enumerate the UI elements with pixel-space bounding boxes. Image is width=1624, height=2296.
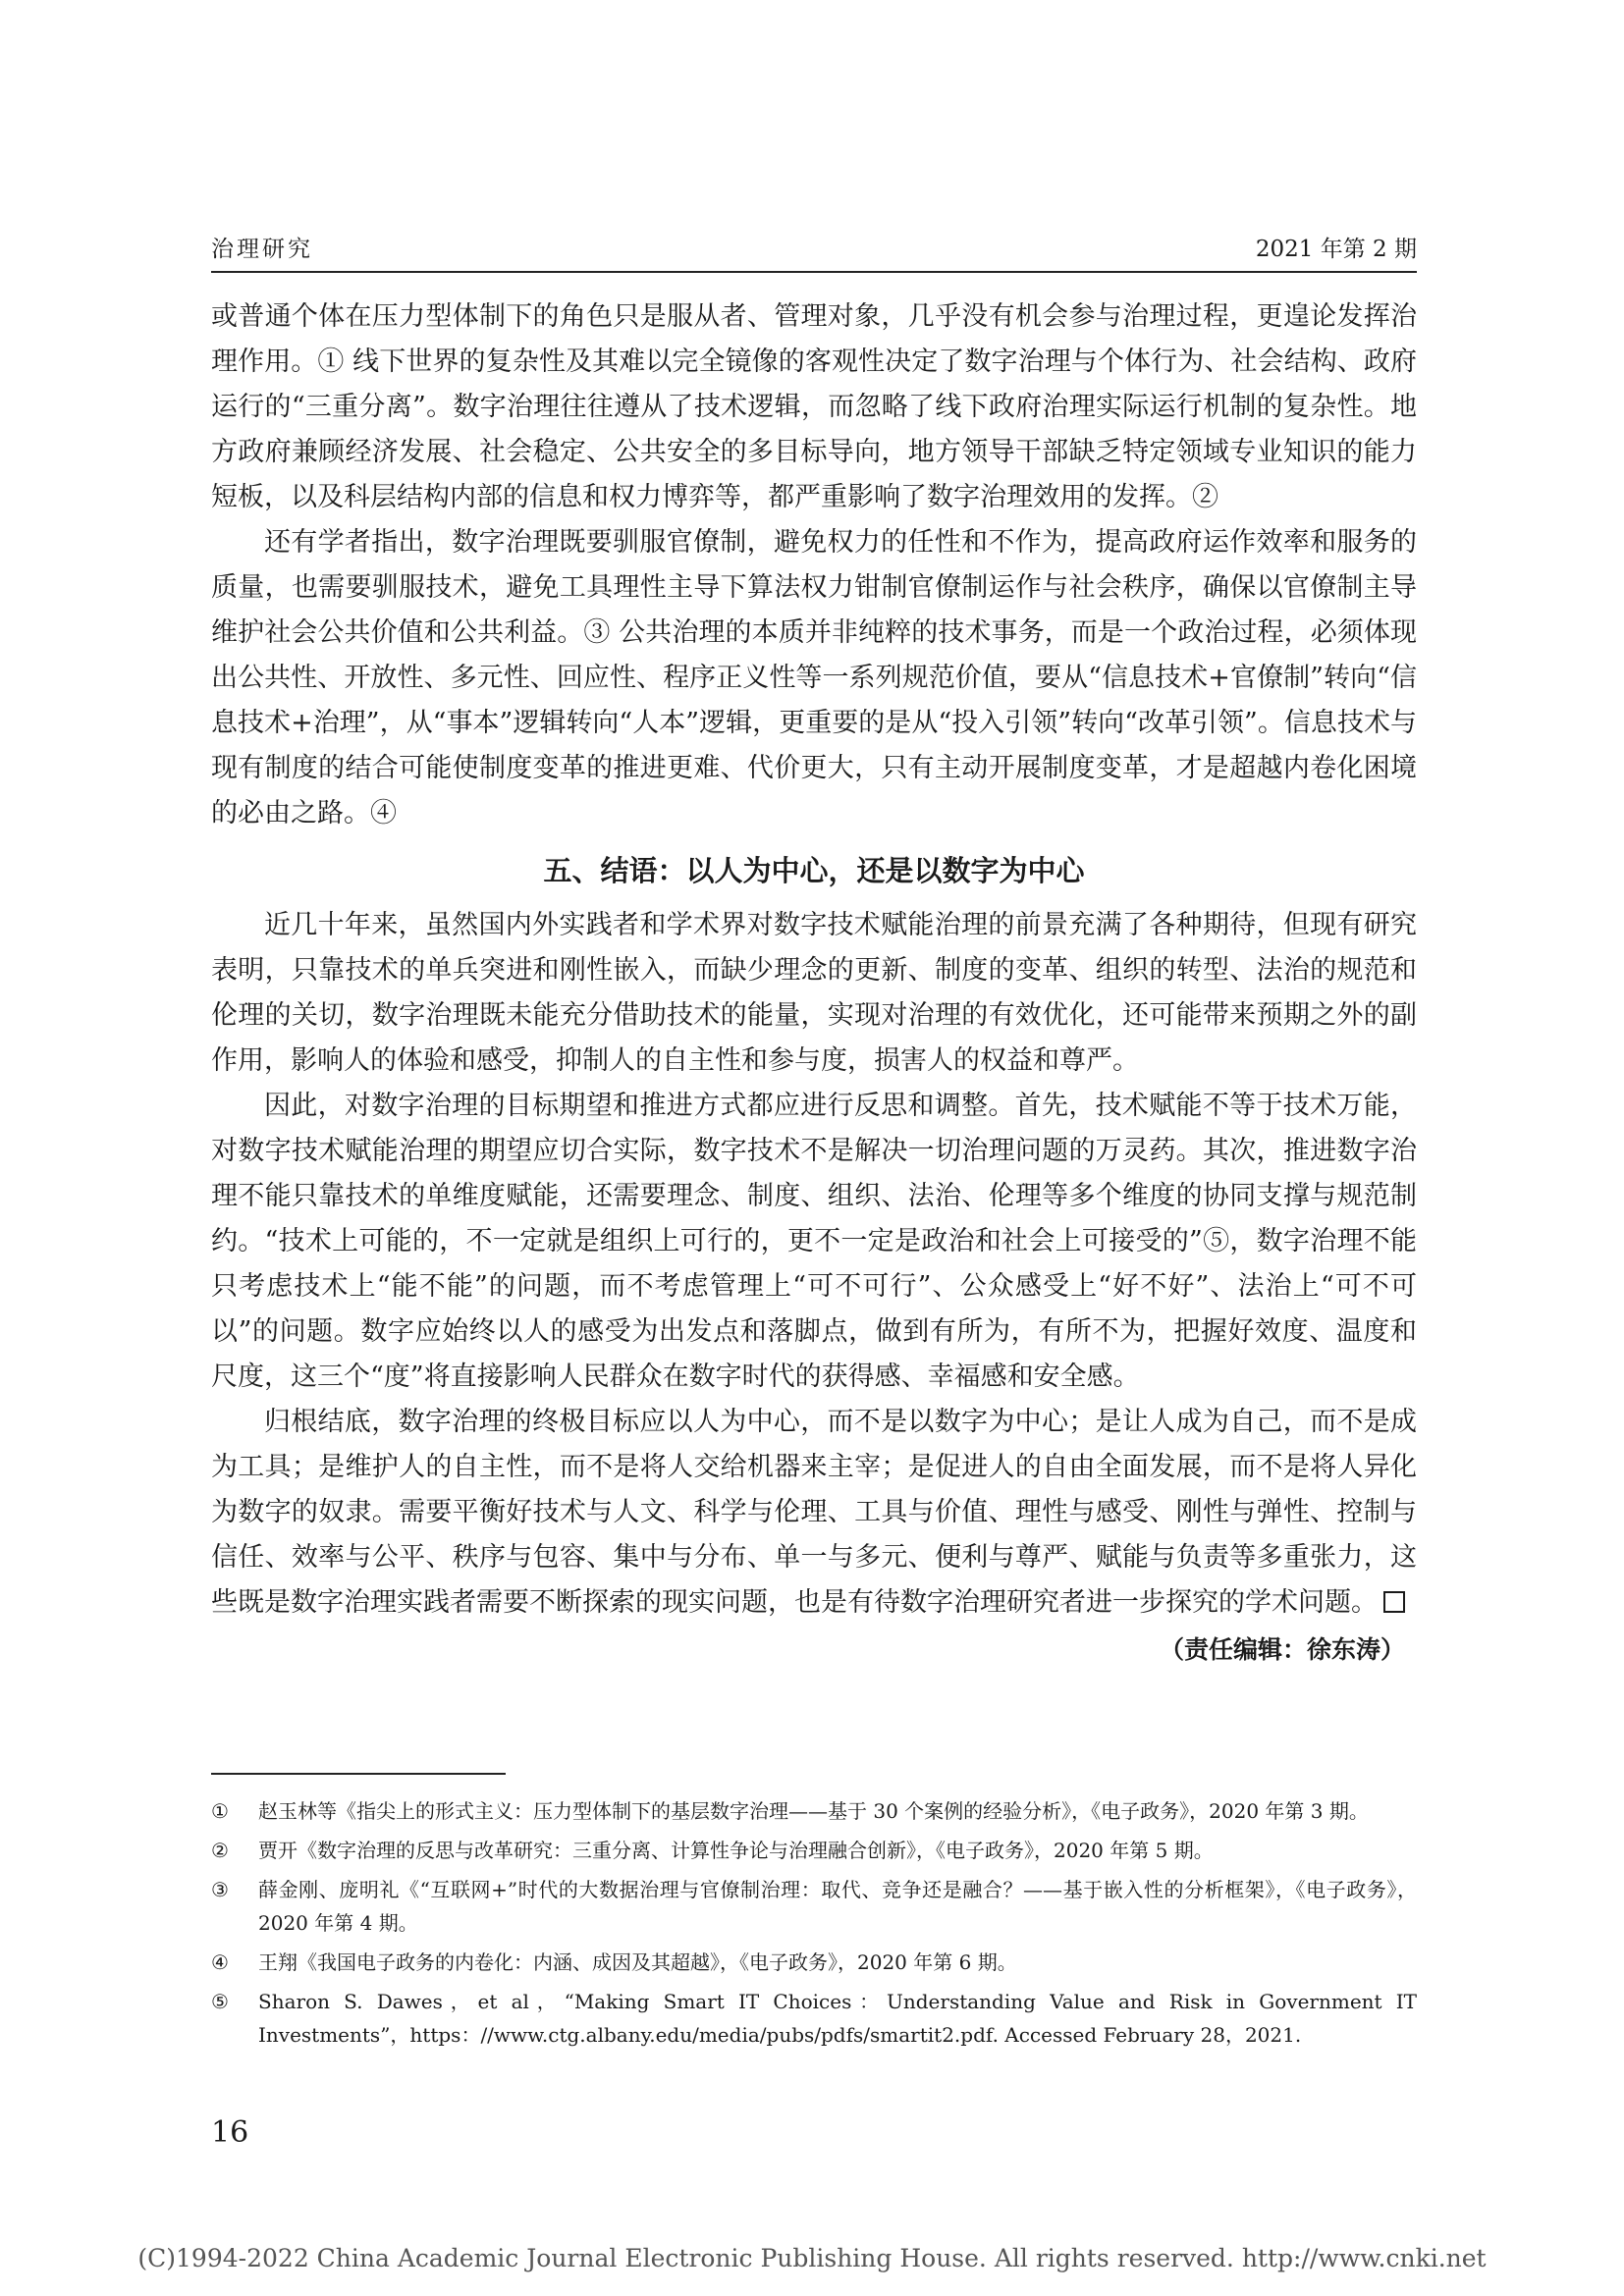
- footnote-3: [211, 1873, 1417, 1940]
- paragraph-5-text: 归根结底，数字治理的终极目标应以人为中心，而不是以数字为中心；是让人成为自己，而不是成为工具；是维护人的自主性，而不是将人交给机器来主宰；是促进人的自由全面发展，而不是将人异化为数字的奴隶。需要平衡好技术与人文、科学与伦理、工具与价值、理性与感受、刚性与弹性、控制与信任、效率与公平、秩序与包容、集中与分布、单一与多元、便利与尊严、赋能与负责等多重张力，这些既是数字治理实践者需要不断探索的现实问题，也是有待数字治理研究者进一步探究的学术问题。: [211, 1407, 1417, 1618]
- running-header: [211, 226, 1417, 273]
- footnote-text: 贾开《数字治理的反思与改革研究：三重分离、计算性争论与治理融合创新》，《电子政务》，2020 年第 5 期。: [258, 1839, 1214, 1862]
- paragraph-5: [211, 1400, 1417, 1626]
- footnote-text: Sharon S. Dawes，et al，“Making Smart IT Choices：Understanding Value and Risk in Government IT Investments”，https：//www.ctg.albany.edu/media/pubs/pdfs/smartit2.pdf. Accessed February 28，2021.: [258, 1990, 1417, 2047]
- paragraph-3: 近几十年来，虽然国内外实践者和学术界对数字技术赋能治理的前景充满了各种期待，但现有研究表明，只靠技术的单兵突进和刚性嵌入，而缺少理念的更新、制度的变革、组织的转型、法治的规范和伦理的关切，数字治理既未能充分借助技术的能量，实现对治理的有效优化，还可能带来预期之外的副作用，影响人的体验和感受，抑制人的自主性和参与度，损害人的权益和尊严。: [211, 910, 1417, 1076]
- editor-credit: （责任编辑：徐东涛）: [1159, 1635, 1405, 1664]
- footnote-text: 赵玉林等《指尖上的形式主义：压力型体制下的基层数字治理——基于 30 个案例的经验分析》，《电子政务》，2020 年第 3 期。: [258, 1799, 1369, 1823]
- footnote-text: 王翔《我国电子政务的内卷化：内涵、成因及其超越》，《电子政务》，2020 年第 6 期。: [258, 1950, 1017, 1974]
- page-number: 16: [211, 2115, 249, 2150]
- footnote-number: ④: [211, 1950, 229, 1974]
- footnote-1: [211, 1794, 1417, 1828]
- footnote-divider: [211, 1773, 506, 1775]
- footnote-number: ①: [211, 1799, 229, 1823]
- footnote-text: 薛金刚、庞明礼《“互联网+”时代的大数据治理与官僚制治理：取代、竞争还是融合？——基于嵌入性的分析框架》，《电子政务》，2020 年第 4 期。: [258, 1878, 1417, 1935]
- journal-name: 治理研究: [211, 237, 313, 262]
- copyright-line: (C)1994-2022 China Academic Journal Electronic Publishing House. All rights reserved. http://www.cnki.net: [137, 2244, 1487, 2272]
- footnotes: [211, 1794, 1417, 2057]
- footnote-4: [211, 1946, 1417, 1979]
- issue-label: 2021 年第 2 期: [1255, 237, 1417, 262]
- paragraph-2: 还有学者指出，数字治理既要驯服官僚制，避免权力的任性和不作为，提高政府运作效率和服务的质量，也需要驯服技术，避免工具理性主导下算法权力钳制官僚制运作与社会秩序，确保以官僚制主导维护社会公共价值和公共利益。③ 公共治理的本质并非纯粹的技术事务，而是一个政治过程，必须体现出公共性、开放性、多元性、回应性、程序正义性等一系列规范价值，要从“信息技术+官僚制”转向“信息技术+治理”，从“事本”逻辑转向“人本”逻辑，更重要的是从“投入引领”转向“改革引领”。信息技术与现有制度的结合可能使制度变革的推进更难、代价更大，只有主动开展制度变革，才是超越内卷化困境的必由之路。④: [211, 527, 1417, 828]
- footnote-2: [211, 1834, 1417, 1867]
- paragraph-4: 因此，对数字治理的目标期望和推进方式都应进行反思和调整。首先，技术赋能不等于技术万能，对数字技术赋能治理的期望应切合实际，数字技术不是解决一切治理问题的万灵药。其次，推进数字治理不能只靠技术的单维度赋能，还需要理念、制度、组织、法治、伦理等多个维度的协同支撑与规范制约。“技术上可能的，不一定就是组织上可行的，更不一定是政治和社会上可接受的”⑤，数字治理不能只考虑技术上“能不能”的问题，而不考虑管理上“可不可行”、公众感受上“好不好”、法治上“可不可以”的问题。数字应始终以人的感受为出发点和落脚点，做到有所为，有所不为，把握好效度、温度和尺度，这三个“度”将直接影响人民群众在数字时代的获得感、幸福感和安全感。: [211, 1091, 1417, 1392]
- footnote-number: ②: [211, 1839, 229, 1862]
- end-mark-icon: [1383, 1591, 1405, 1613]
- article-body: [211, 294, 1417, 1673]
- footnote-number: ⑤: [211, 1990, 229, 2013]
- footnote-5: [211, 1985, 1417, 2052]
- footnote-number: ③: [211, 1878, 229, 1901]
- paragraph-1: 或普通个体在压力型体制下的角色只是服从者、管理对象，几乎没有机会参与治理过程，更遑论发挥治理作用。① 线下世界的复杂性及其难以完全镜像的客观性决定了数字治理与个体行为、社会结构、政府运行的“三重分离”。数字治理往往遵从了技术逻辑，而忽略了线下政府治理实际运行机制的复杂性。地方政府兼顾经济发展、社会稳定、公共安全的多目标导向，地方领导干部缺乏特定领域专业知识的能力短板，以及科层结构内部的信息和权力博弈等，都严重影响了数字治理效用的发挥。②: [211, 301, 1417, 512]
- section-title: 五、结语：以人为中心，还是以数字为中心: [543, 854, 1085, 887]
